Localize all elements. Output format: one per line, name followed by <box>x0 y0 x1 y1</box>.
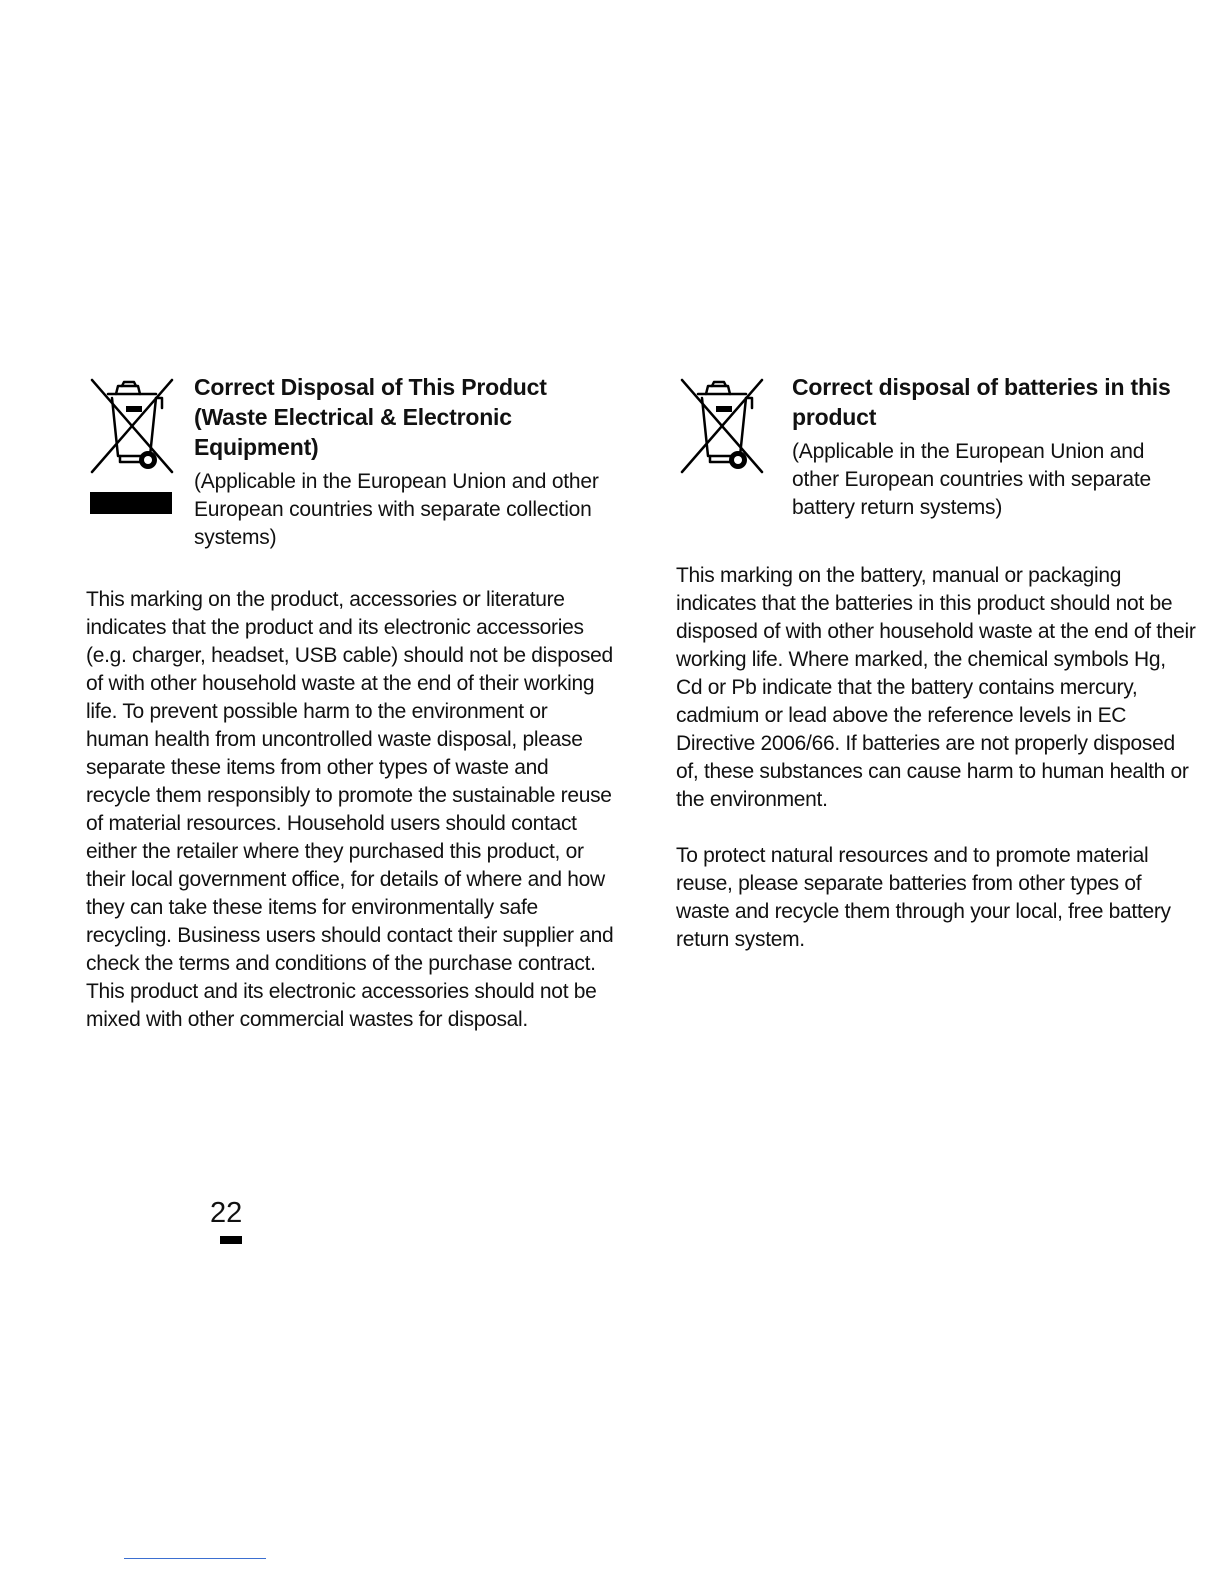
weee-header-text <box>194 372 614 552</box>
battery-disposal-section <box>676 372 1196 954</box>
crossed-out-wheelie-bin-icon <box>86 374 178 478</box>
weee-title: Correct Disposal of This Product (Waste Electrical & Electronic Equipment) <box>194 374 547 460</box>
battery-header-text <box>792 372 1192 522</box>
battery-title: Correct disposal of batteries in this product <box>792 374 1171 430</box>
battery-subtitle: (Applicable in the European Union and other European countries with separate battery return systems) <box>792 440 1151 519</box>
weee-header <box>86 372 614 566</box>
crossed-out-wheelie-bin-icon <box>676 374 768 478</box>
weee-disposal-section <box>86 372 614 1034</box>
page-number-mark <box>220 1236 242 1244</box>
battery-body-paragraph-1: This marking on the battery, manual or packaging indicates that the batteries in this product should not be disposed of with other household waste at the end of their working life. Where marked, the chemical symbols Hg, Cd or Pb indicate that the battery contains mercury, cadmium or lead above the reference levels in EC Directive 2006/66. If batteries are not properly disposed of, these substances can cause harm to human health or the environment. <box>676 564 1196 811</box>
footer-rule <box>124 1558 266 1559</box>
weee-body: This marking on the product, accessories or literature indicates that the product and its electronic accessories (e.g. charger, headset, USB cable) should not be disposed of with other household waste at the end of their working life. To prevent possible harm to the environment or human health from uncontrolled waste disposal, please separate these items from other types of waste and recycle them responsibly to promote the sustainable reuse of material resources. Household users should contact either the retailer where they purchased this product, or their local government office, for details of where and how they can take these items for environmentally safe recycling. Business users should contact their supplier and check the terms and conditions of the purchase contract. This product and its electronic accessories should not be mixed with other commercial wastes for disposal. <box>86 588 614 1031</box>
weee-subtitle: (Applicable in the European Union and other European countries with separate collection systems) <box>194 470 599 549</box>
bin-underline-bar <box>90 492 172 514</box>
battery-header <box>676 372 1196 562</box>
battery-body-paragraph-2: To protect natural resources and to promote material reuse, please separate batteries from other types of waste and recycle them through your local, free battery return system. <box>676 844 1171 951</box>
page-number: 22 <box>210 1197 243 1229</box>
